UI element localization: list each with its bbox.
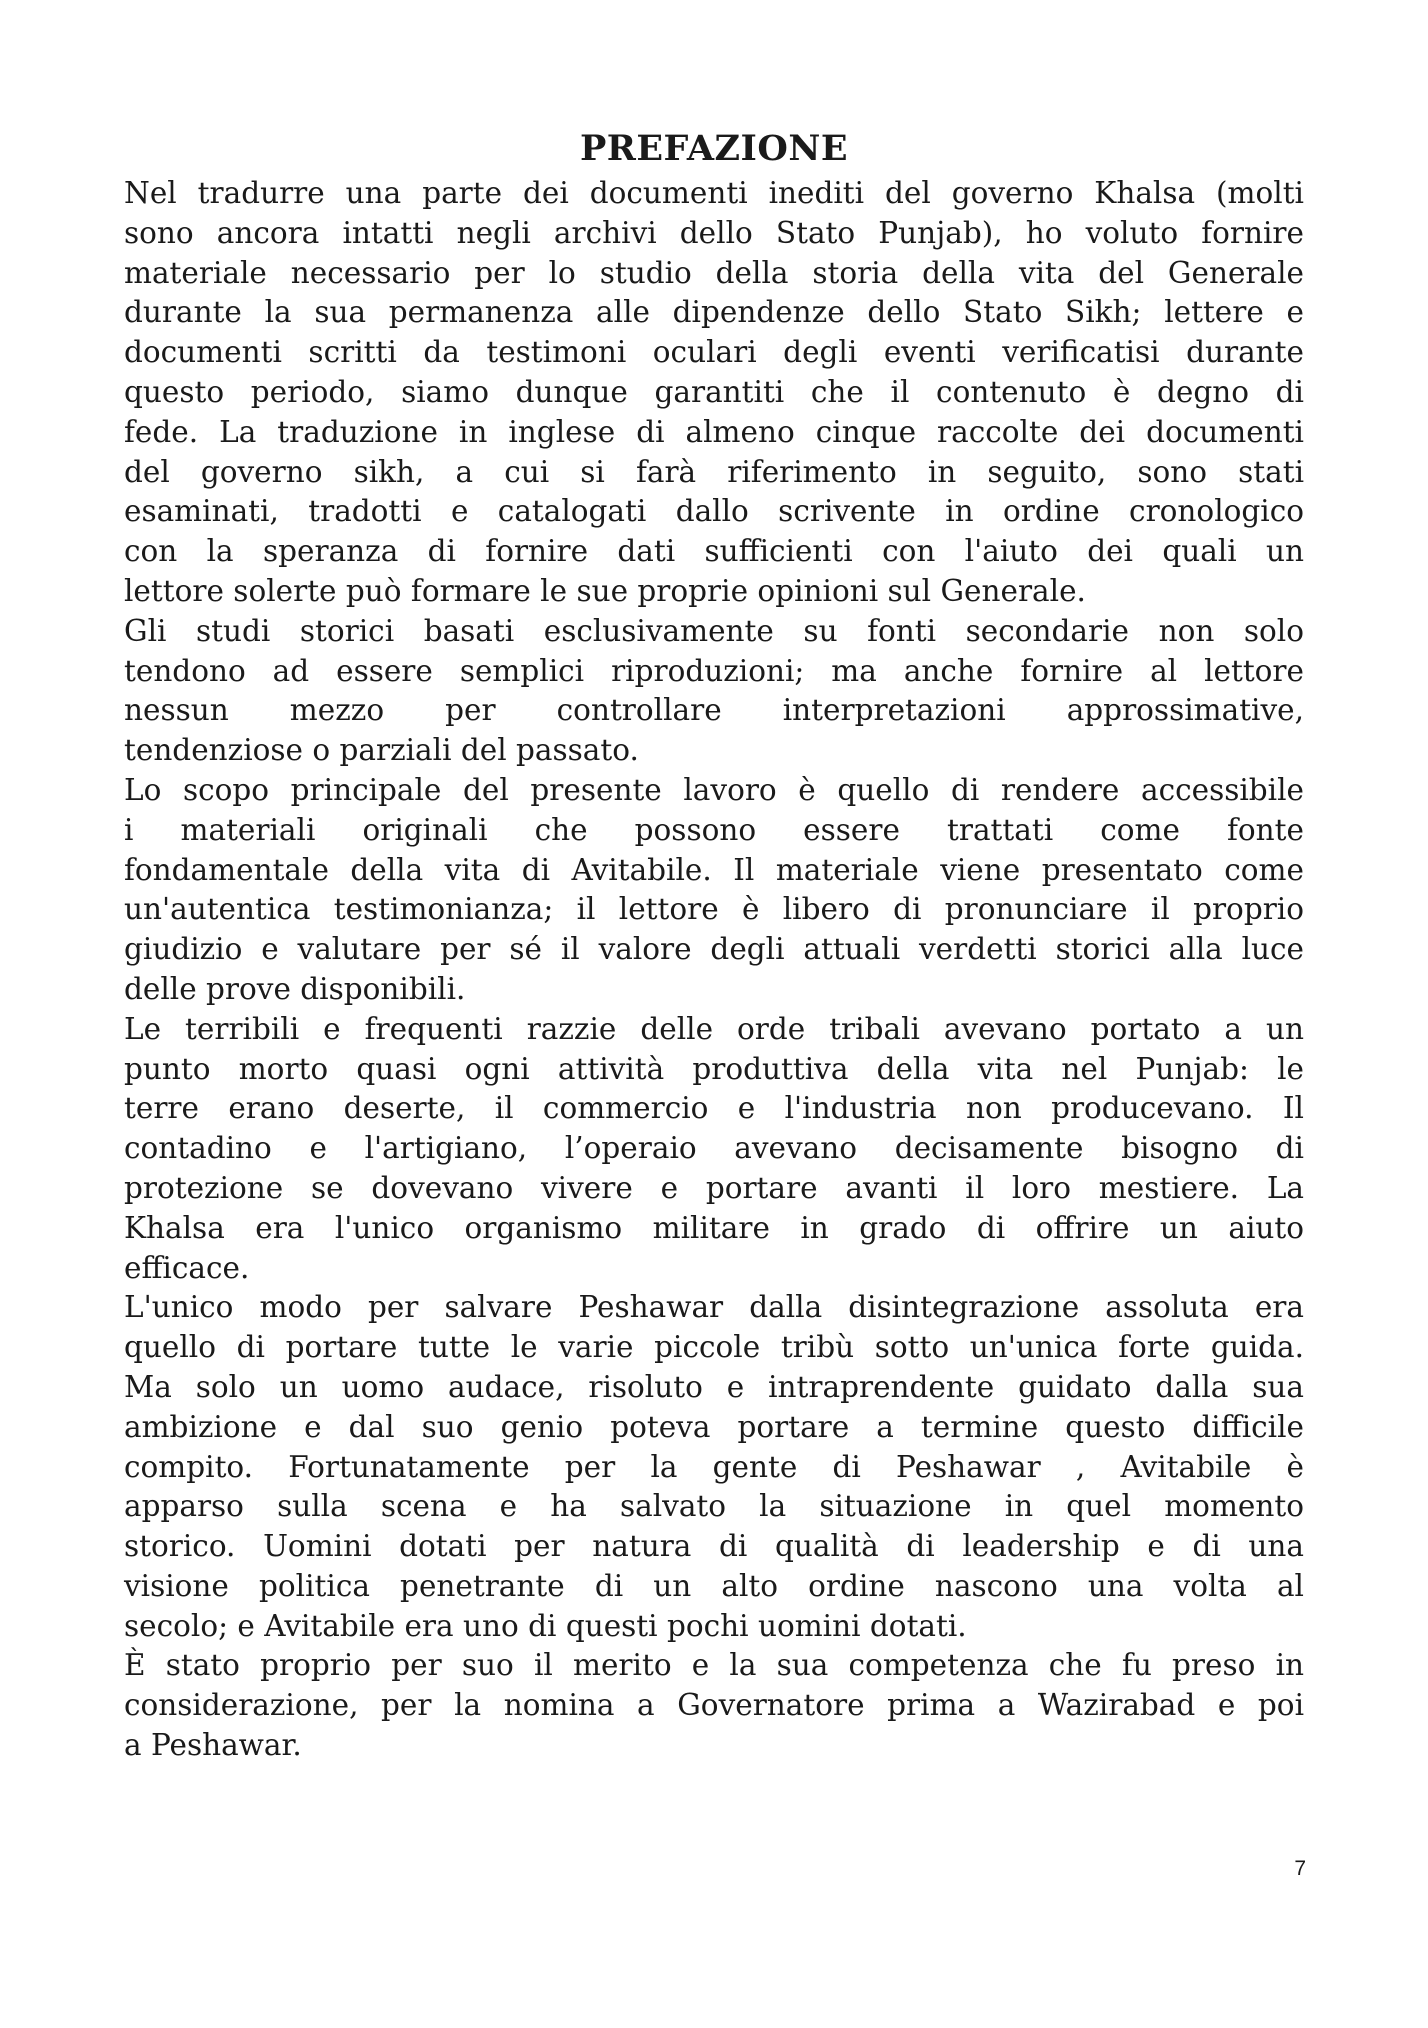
- paragraph: [124, 1288, 1304, 1646]
- text-line: contadino e l'artigiano, l’operaio avevano decisamente bisogno di: [124, 1131, 1304, 1166]
- text-line: terre erano deserte, il commercio e l'industria non producevano. Il: [124, 1091, 1304, 1126]
- text-line: del governo sikh, a cui si farà riferimento in seguito, sono stati: [124, 454, 1304, 489]
- text-line: Khalsa era l'unico organismo militare in grado di offrire un aiuto: [124, 1210, 1304, 1245]
- text-line: È stato proprio per suo il merito e la sua competenza che fu preso in: [124, 1648, 1304, 1683]
- text-line: considerazione, per la nomina a Governatore prima a Wazirabad e poi: [124, 1688, 1304, 1723]
- text-line: quello di portare tutte le varie piccole tribù sotto un'unica forte guida.: [124, 1330, 1304, 1365]
- text-line: ambizione e dal suo genio poteva portare a termine questo difficile: [124, 1409, 1304, 1444]
- text-line: giudizio e valutare per sé il valore degli attuali verdetti storici alla luce: [124, 932, 1304, 967]
- paragraph: [124, 1646, 1304, 1765]
- text-line: L'unico modo per salvare Peshawar dalla disintegrazione assoluta era: [124, 1290, 1304, 1325]
- text-line: materiale necessario per lo studio della storia della vita del Generale: [124, 255, 1304, 290]
- text-line: apparso sulla scena e ha salvato la situazione in quel momento: [124, 1489, 1304, 1524]
- page-title: PREFAZIONE: [579, 128, 849, 169]
- text-line: protezione se dovevano vivere e portare avanti il loro mestiere. La: [124, 1170, 1304, 1205]
- page-number: 7: [1294, 1857, 1306, 1880]
- body-text: [124, 174, 1304, 1766]
- text-line: fondamentale della vita di Avitabile. Il materiale viene presentato come: [124, 852, 1304, 887]
- text-line: fede. La traduzione in inglese di almeno cinque raccolte dei documenti: [124, 414, 1304, 449]
- text-line: i materiali originali che possono essere trattati come fonte: [124, 812, 1304, 847]
- text-line: storico. Uomini dotati per natura di qualità di leadership e di una: [124, 1529, 1304, 1564]
- text-line: esaminati, tradotti e catalogati dallo scrivente in ordine cronologico: [124, 494, 1304, 529]
- text-line: visione politica penetrante di un alto ordine nascono una volta al: [124, 1568, 1304, 1603]
- text-line: efficace.: [124, 1250, 250, 1285]
- text-line: Le terribili e frequenti razzie delle orde tribali avevano portato a un: [124, 1011, 1304, 1046]
- text-line: questo periodo, siamo dunque garantiti che il contenuto è degno di: [124, 374, 1304, 409]
- paragraph: [124, 174, 1304, 612]
- paragraph: [124, 1010, 1304, 1289]
- text-line: a Peshawar.: [124, 1728, 302, 1763]
- text-line: documenti scritti da testimoni oculari degli eventi verificatisi durante: [124, 335, 1304, 370]
- text-line: un'autentica testimonianza; il lettore è libero di pronunciare il proprio: [124, 892, 1304, 927]
- text-line: durante la sua permanenza alle dipendenze dello Stato Sikh; lettere e: [124, 295, 1304, 330]
- text-line: delle prove disponibili.: [124, 971, 466, 1006]
- text-line: con la speranza di fornire dati sufficienti con l'aiuto dei quali un: [124, 534, 1304, 569]
- paragraph: [124, 771, 1304, 1010]
- text-line: compito. Fortunatamente per la gente di Peshawar , Avitabile è: [124, 1449, 1304, 1484]
- text-line: tendono ad essere semplici riproduzioni; ma anche fornire al lettore: [124, 653, 1304, 688]
- paragraph: [124, 612, 1304, 771]
- text-line: Ma solo un uomo audace, risoluto e intraprendente guidato dalla sua: [124, 1369, 1304, 1404]
- text-line: punto morto quasi ogni attività produttiva della vita nel Punjab: le: [124, 1051, 1304, 1086]
- text-line: Nel tradurre una parte dei documenti inediti del governo Khalsa (molti: [124, 176, 1304, 210]
- text-line: lettore solerte può formare le sue proprie opinioni sul Generale.: [124, 573, 1086, 608]
- text-line: secolo; e Avitabile era uno di questi pochi uomini dotati.: [124, 1608, 967, 1643]
- text-line: Gli studi storici basati esclusivamente su fonti secondarie non solo: [124, 613, 1304, 648]
- text-line: nessun mezzo per controllare interpretazioni approssimative,: [124, 693, 1304, 728]
- text-line: sono ancora intatti negli archivi dello Stato Punjab), ho voluto fornire: [124, 215, 1304, 250]
- text-line: tendenziose o parziali del passato.: [124, 733, 639, 768]
- text-line: Lo scopo principale del presente lavoro è quello di rendere accessibile: [124, 772, 1304, 807]
